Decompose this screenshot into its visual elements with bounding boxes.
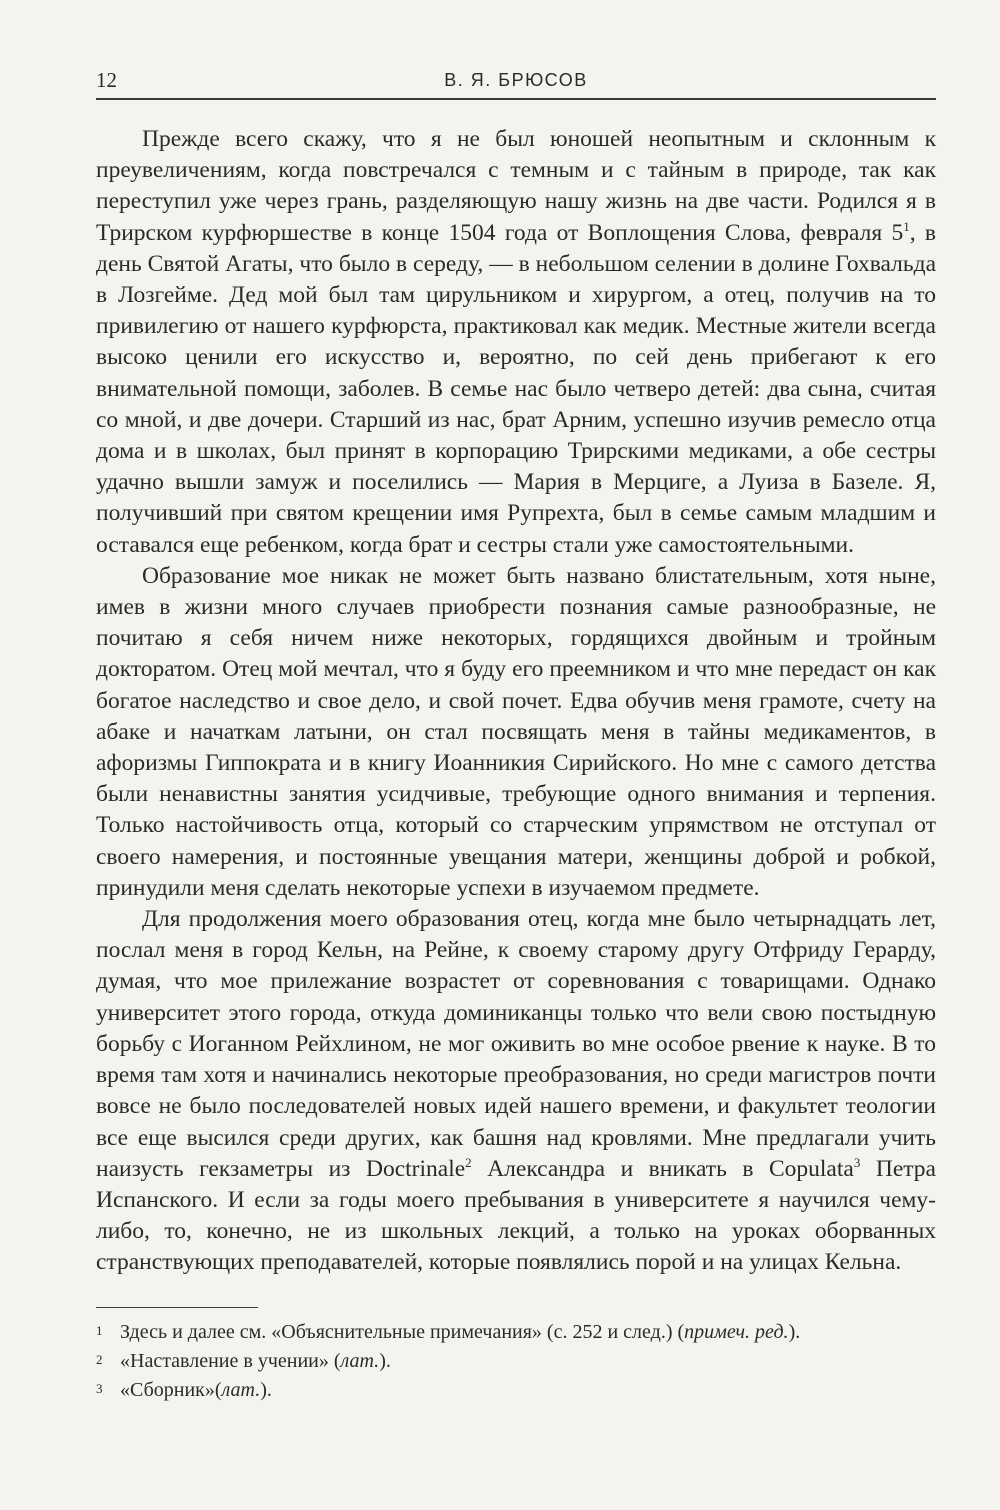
paragraph-2: Образование мое никак не может быть названо блистательным, хотя ныне, имев в жизни много случаев приобрести познания самые разнообразные, не почитаю я себя ничем ниже некоторых, гордящихся двойным и тройным докторатом. Отец мой мечтал, что я буду его преемником и что мне передаст он как богатое наследство и свое дело, и свой почет. Едва обучив меня грамоте, счету на абаке и начаткам латыни, он стал посвящать меня в тайны медикаментов, в афоризмы Гиппократа и в книгу Иоанникия Сирийского. Но мне с самого детства были ненавистны занятия усидчивые, требующие одного внимания и терпения. Только настойчивость отца, который со старческим упрямством не отступал от своего намерения, и постоянные увещания матери, женщины доброй и робкой, принудили меня сделать некоторые успехи в изучаемом предмете.: [96, 562, 936, 901]
running-head: В. Я. БРЮСОВ: [444, 70, 588, 90]
footnote-1: 1 Здесь и далее см. «Объяснительные примечания» (с. 252 и след.) (примеч. ред.).: [96, 1318, 936, 1347]
paragraph-3: Для продолжения моего образования отец, когда мне было четырнадцать лет, послал меня в город Кельн, на Рейне, к своему старому другу Отфриду Герарду, думая, что мое прилежание возрастет от соревнования с товарищами. Однако университет этого города, откуда доминиканцы только что вели свою постыдную борьбу с Иоганном Рейхлином, не мог оживить во мне особое рвение к науке. В то время там хотя и начинались некоторые преобразования, но среди магистров почти вовсе не было последователей новых идей нашего времени, и факультет теологии все еще высился среди других, как башня над кровлями. Мне предлагали учить наизусть гекзаметры из Doctrinale$^2$ Александра и вникать в Copulata$^3$ Петра Испанского. И если за годы моего пребывания в университете я научился чему-либо, то, конечно, не из школьных лекций, а только на уроках оборванных странствующих преподавателей, которые появлялись порой и на улицах Кельна.: [96, 906, 936, 1276]
paragraph-1: Прежде всего скажу, что я не был юношей неопытным и склонным к преувеличениям, когда повстречался с темным и с тайным в природе, так как переступил уже через грань, разделяющую нашу жизнь на две части. Родился я в Трирском курфюршестве в конце 1504 года от Воплощения Слова, февраля $5^1$, в день Святой Агаты, что было в середу, — в небольшом селении в долине Гохвальда в Лозгейме. Дед мой был там цирульником и хирургом, а отец, получив на то привилегию от нашего курфюрста, практиковал как медик. Местные жители всегда высоко ценили его искусство и, вероятно, по сей день прибегают к его внимательной помощи, заболев. В семье нас было четверо детей: два сына, считая со мной, и две дочери. Старший из нас, брат Арним, успешно изучив ремесло отца дома и в школах, был принят в корпорацию Трирскими медиками, а обе сестры удачно вышли замуж и поселились — Мария в Мерциге, а Луиза в Базеле. Я, получивший при святом крещении имя Рупрехта, был в семье самым младшим и оставался еще ребенком, когда брат и сестры стали уже самостоятельными.: [96, 126, 936, 558]
body-text: [96, 124, 936, 1279]
footnote-ref-1: 1: [903, 218, 910, 234]
footnotes: [96, 1318, 936, 1405]
footnote-ref-3: 3: [853, 1154, 861, 1170]
footnote-mark: 3: [96, 1381, 103, 1396]
page-number: 12: [96, 68, 117, 92]
footnote-ref-2: 2: [465, 1154, 472, 1170]
footnote-divider: [96, 1307, 258, 1308]
footnote-3: 3 «Сборник»(лат.).: [96, 1376, 936, 1405]
footnote-mark: 1: [96, 1323, 103, 1338]
footnote-mark: 2: [96, 1352, 103, 1367]
footnote-2: 2 «Наставление в учении» (лат.).: [96, 1347, 936, 1376]
page-header: [96, 64, 936, 100]
